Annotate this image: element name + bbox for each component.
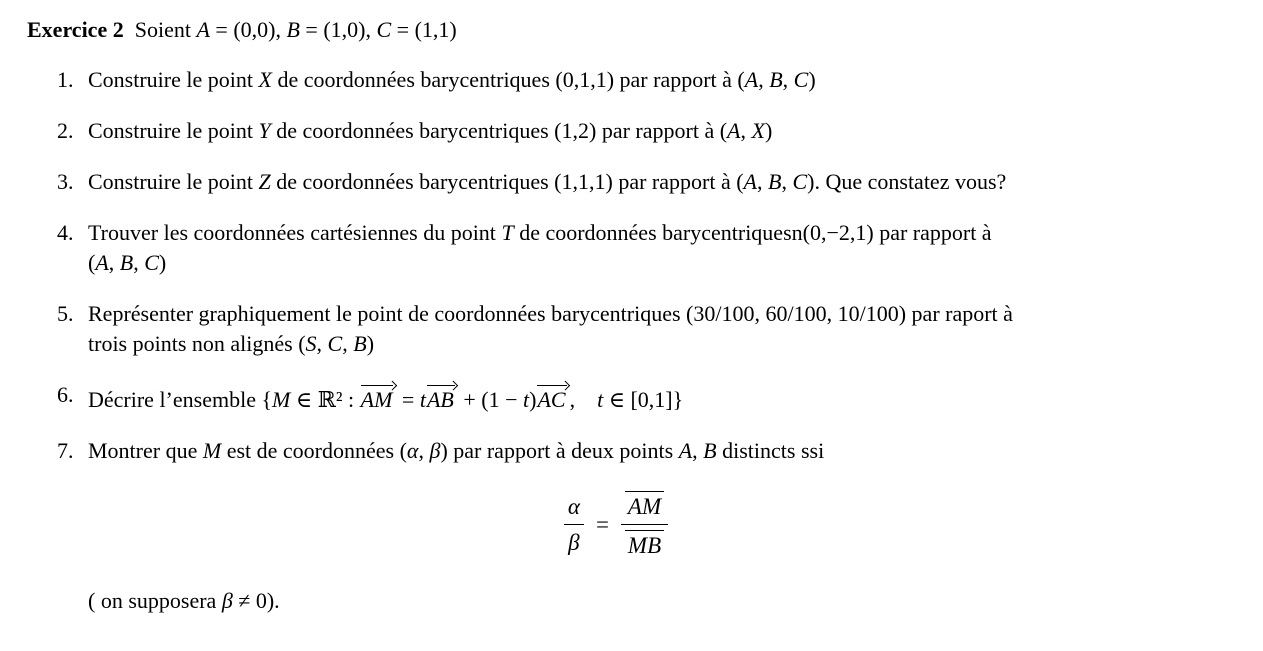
assumption-note [88, 586, 1225, 616]
math-variable: C [144, 250, 159, 275]
overline-AM: AM [625, 491, 664, 520]
text-run: ) [158, 250, 167, 275]
math-variable: β [429, 438, 441, 463]
equals-sign: = [595, 512, 609, 537]
math-variable: X [751, 118, 765, 143]
fraction-signed-ratio [621, 491, 668, 559]
math-variable: B [119, 250, 134, 275]
vector-expression: AC [536, 380, 569, 411]
math-variable: t [597, 387, 604, 412]
math-variable: B [286, 17, 300, 42]
item-text [88, 436, 824, 466]
text-run: ∈ [0,1]} [603, 387, 684, 412]
item-text [88, 299, 1013, 359]
vector-expression: AM [360, 380, 397, 411]
numerator-alpha: α [564, 494, 584, 525]
math-variable: S [305, 331, 317, 356]
list-item-3 [27, 167, 1225, 197]
text-run: trois points non alignés ( [88, 331, 306, 356]
math-variable: B [768, 169, 782, 194]
item-number: 4. [57, 220, 74, 245]
text-run: Montrer que [88, 438, 203, 463]
list-item-4 [27, 218, 1225, 278]
math-variable: α [406, 438, 419, 463]
text-run: Représenter graphiquement le point de coordonnées barycentriques (30/100, 60/100, 10/100) par raport à [88, 301, 1013, 326]
text-run: = (1,0), [299, 17, 377, 42]
item-number: 5. [57, 301, 74, 326]
text-run: , [569, 387, 598, 412]
item-number: 7. [57, 438, 74, 463]
item-number: 1. [57, 67, 74, 92]
numerator-wrap [621, 491, 668, 525]
text-run: , [692, 438, 704, 463]
math-variable: C [792, 169, 808, 194]
math-variable: Z [258, 169, 271, 194]
math-variable: C [793, 67, 809, 92]
item-text [88, 116, 772, 146]
text-run: , [758, 67, 770, 92]
item-text [88, 65, 816, 95]
math-variable: M [272, 387, 291, 412]
text-run: Décrire l’ensemble { [88, 387, 273, 412]
list-item-7 [27, 436, 1225, 466]
text-run: ) [529, 387, 537, 412]
math-variable: A [727, 118, 741, 143]
item-text [88, 380, 683, 415]
math-variable: T [501, 220, 514, 245]
text-run: de coordonnées barycentriquesn(0,−2,1) par rapport à [513, 220, 992, 245]
exercise-header [27, 15, 1225, 45]
text-run: ≠ 0). [232, 588, 280, 613]
text-run: = (1,1) [391, 17, 457, 42]
item-text [88, 167, 1006, 197]
text-run: de coordonnées barycentriques (1,1,1) par rapport à ( [270, 169, 744, 194]
text-run: , [418, 438, 430, 463]
text-run: ) [366, 331, 375, 356]
text-run: est de coordonnées ( [221, 438, 407, 463]
text-run: + (1 − [457, 387, 523, 412]
math-variable: B [353, 331, 367, 356]
denominator-beta: β [568, 530, 580, 555]
text-run: , [781, 169, 793, 194]
math-variable: Y [258, 118, 271, 143]
math-variable: A [743, 169, 757, 194]
math-variable: A [95, 250, 109, 275]
math-variable: X [258, 67, 272, 92]
text-run: , [740, 118, 752, 143]
text-run: ) [808, 67, 816, 92]
math-variable: A [678, 438, 693, 463]
fraction-alpha-beta [564, 494, 584, 556]
text-run: ) [764, 118, 773, 143]
text-run: ) par rapport à deux points [440, 438, 679, 463]
math-variable: B [703, 438, 717, 463]
item-text [88, 218, 992, 278]
math-variable: t [419, 387, 426, 412]
text-run: = (0,0), [209, 17, 287, 42]
vector-expression: AB [426, 380, 458, 411]
text-run: , [133, 250, 145, 275]
math-variable: C [327, 331, 343, 356]
math-variable: t [522, 387, 530, 412]
text-run: = [396, 387, 420, 412]
text-run: de coordonnées barycentriques (0,1,1) par rapport à ( [271, 67, 745, 92]
exercise-list [27, 65, 1225, 466]
bold-label: Exercice 2 [27, 17, 124, 42]
math-variable: C [376, 17, 392, 42]
denominator-wrap [621, 525, 668, 559]
math-variable: M [202, 438, 222, 463]
item-number: 6. [57, 382, 74, 407]
list-item-1 [27, 65, 1225, 95]
text-run: Construire le point [88, 169, 259, 194]
item-number: 3. [57, 169, 74, 194]
overline-MB: MB [625, 530, 664, 559]
text-run: , [108, 250, 120, 275]
list-item-6 [27, 380, 1225, 415]
math-variable: B [769, 67, 783, 92]
math-variable: A [744, 67, 759, 92]
math-variable: A [196, 17, 210, 42]
text-run: , [782, 67, 794, 92]
text-run: ). Que constatez vous? [807, 169, 1007, 194]
text-run: Soient [123, 17, 197, 42]
list-item-2 [27, 116, 1225, 146]
text-run: Trouver les coordonnées cartésiennes du point [88, 220, 502, 245]
text-run: ( [88, 250, 96, 275]
text-run: , [342, 331, 354, 356]
item-number: 2. [57, 118, 74, 143]
text-run: , [757, 169, 768, 194]
text-run: ( on supposera [88, 588, 222, 613]
text-run: ∈ ℝ² : [290, 387, 360, 412]
text-run: Construire le point [88, 67, 259, 92]
list-item-5 [27, 299, 1225, 359]
text-run: de coordonnées barycentriques (1,2) par rapport à ( [270, 118, 728, 143]
math-variable: β [221, 588, 233, 613]
text-run: Construire le point [88, 118, 259, 143]
text-run: distincts ssi [716, 438, 825, 463]
display-equation [27, 491, 1205, 559]
text-run: , [316, 331, 328, 356]
